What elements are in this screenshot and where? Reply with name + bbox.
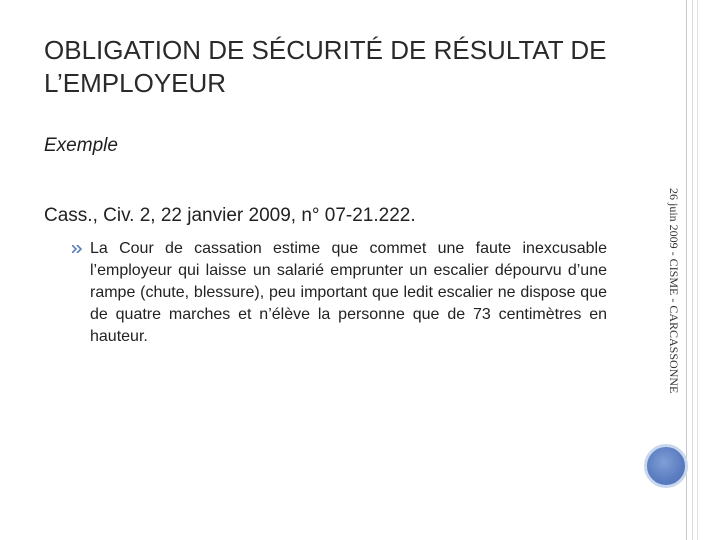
decorative-rail-line [692,0,693,540]
vertical-footer-text: 26 juin 2009 - CISME - CARCASSONNE [667,188,681,394]
bullet-item [72,238,607,348]
double-chevron-bullet-icon [72,245,84,253]
decorative-rail-line [697,0,698,540]
blue-circle-icon [644,444,688,488]
case-reference: Cass., Civ. 2, 22 janvier 2009, n° 07-21.222. [44,205,416,226]
bullet-text: La Cour de cassation estime que commet une faute inexcusable l’employeur qui laisse un salarié emprunter un escalier dépourvu d’une rampe (chute, blessure), peu important que ledit escalier ne dispose que de quatre marches et n’élève la personne que de 73 centimètres en hauteur. [90,240,607,345]
slide-subtitle: Exemple [44,135,118,156]
slide-title: OBLIGATION DE SÉCURITÉ DE RÉSULTAT DE L’EMPLOYEUR [44,35,607,98]
